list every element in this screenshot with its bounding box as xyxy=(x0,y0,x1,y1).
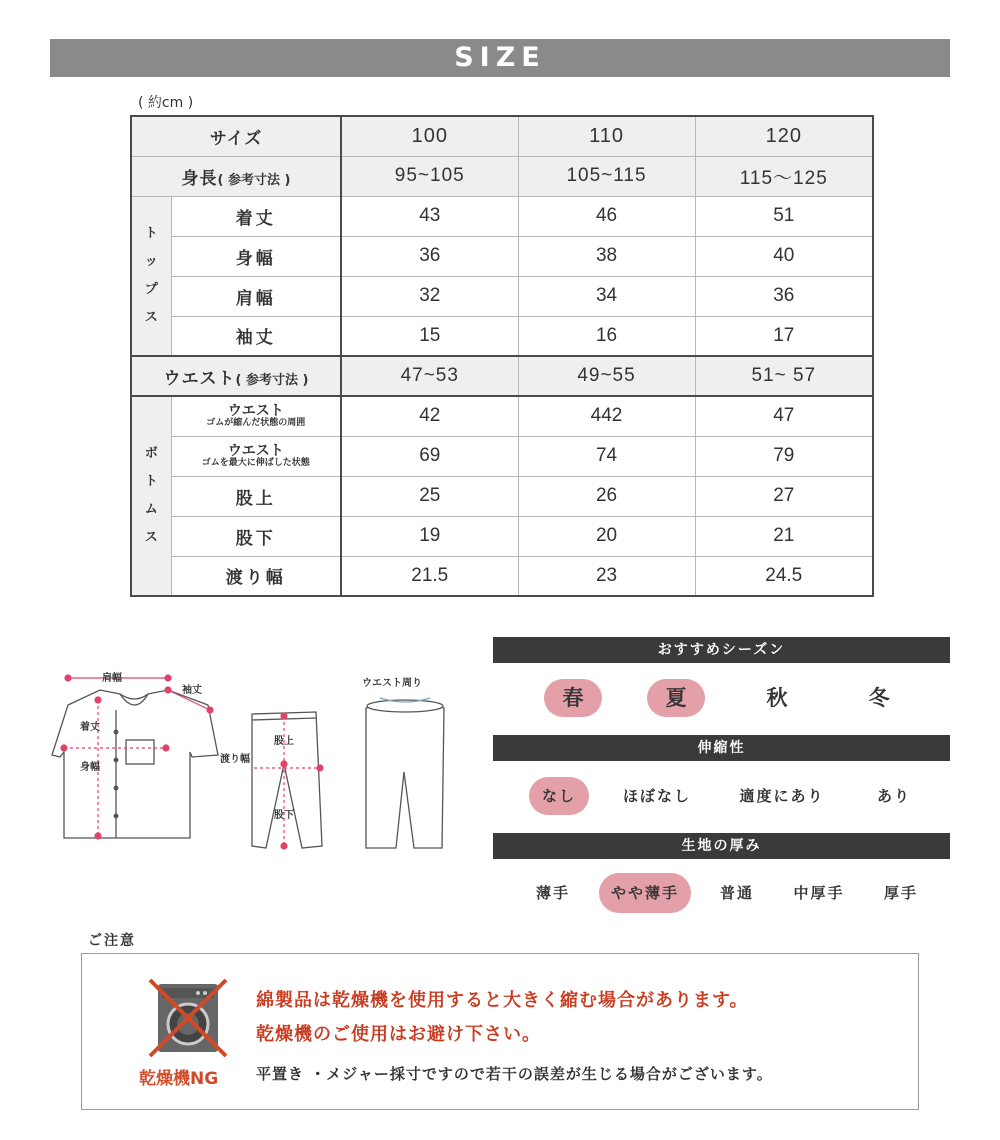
size-header: サイズ xyxy=(131,116,341,156)
notice-title: ご注意 xyxy=(88,933,136,949)
table-row xyxy=(131,476,873,516)
size-100: 100 xyxy=(341,116,518,156)
table-cell: 25 xyxy=(341,476,518,516)
table-row xyxy=(131,276,873,316)
table-cell: 79 xyxy=(695,436,873,476)
table-cell: 17 xyxy=(695,316,873,356)
table-cell: 32 xyxy=(341,276,518,316)
table-cell: 69 xyxy=(341,436,518,476)
ref-note: ( 参考寸法 ) xyxy=(217,172,291,188)
thickness-normal: 普通 xyxy=(719,884,754,902)
measurement-note: 平置き ・メジャー採寸ですので若干の誤差が生じる場合がございます。 xyxy=(256,1065,773,1083)
table-cell: 47~53 xyxy=(341,356,518,396)
table-row xyxy=(131,316,873,356)
dryer-ng-icon xyxy=(148,978,228,1058)
table-cell: 43 xyxy=(341,196,518,236)
table-row xyxy=(131,396,873,436)
stretch-bar: 伸縮性 xyxy=(493,735,950,761)
row-label: 肩幅 xyxy=(171,276,341,316)
thickness-slightly-thin: やや薄手 xyxy=(599,873,691,913)
table-row xyxy=(131,236,873,276)
stretch-yes: あり xyxy=(876,787,911,805)
table-cell: 74 xyxy=(518,436,695,476)
table-row xyxy=(131,556,873,596)
row-label: 着丈 xyxy=(171,196,341,236)
height-header xyxy=(131,156,341,196)
table-cell: 34 xyxy=(518,276,695,316)
waist-label: ウエスト xyxy=(163,368,236,389)
table-row xyxy=(131,156,873,196)
row-label: 股下 xyxy=(171,516,341,556)
row-label: 身幅 xyxy=(171,236,341,276)
table-cell: 105~115 xyxy=(518,156,695,196)
table-row xyxy=(131,116,873,156)
table-cell: 47 xyxy=(695,396,873,436)
table-row xyxy=(131,196,873,236)
bottoms-group-label: ボ ト ム ス xyxy=(131,396,171,596)
table-cell: 21.5 xyxy=(341,556,518,596)
row-label: 股上 xyxy=(171,476,341,516)
season-spring: 春 xyxy=(544,679,602,717)
label-rise: 股上 xyxy=(274,736,294,747)
dryer-ng-label: 乾燥機NG xyxy=(139,1069,219,1089)
table-cell: 51 xyxy=(695,196,873,236)
label-inseam: 股下 xyxy=(274,810,294,821)
table-cell: 27 xyxy=(695,476,873,516)
table-row xyxy=(131,356,873,396)
row-label: ウエスト ゴムが縮んだ状態の周囲 xyxy=(171,396,341,436)
size-banner: SIZE xyxy=(50,39,950,77)
table-cell: 40 xyxy=(695,236,873,276)
label-body-width: 身幅 xyxy=(80,762,100,773)
warning-line-1: 綿製品は乾燥機を使用すると大きく縮む場合があります。 xyxy=(256,990,749,1011)
label-length: 着丈 xyxy=(80,722,100,733)
table-cell: 51~ 57 xyxy=(695,356,873,396)
table-cell: 20 xyxy=(518,516,695,556)
season-options xyxy=(493,679,950,719)
table-cell: 49~55 xyxy=(518,356,695,396)
thickness-thick: 厚手 xyxy=(883,884,918,902)
table-cell: 23 xyxy=(518,556,695,596)
ref-note: ( 参考寸法 ) xyxy=(235,372,309,388)
waist-header xyxy=(131,356,341,396)
warning-line-2: 乾燥機のご使用はお避け下さい。 xyxy=(256,1024,541,1045)
table-cell: 16 xyxy=(518,316,695,356)
table-cell: 21 xyxy=(695,516,873,556)
stretch-none: なし xyxy=(529,777,589,815)
season-winter: 冬 xyxy=(868,686,890,710)
row-label: 袖丈 xyxy=(171,316,341,356)
label-thigh: 渡り幅 xyxy=(220,754,250,765)
tops-group-label: ト ッ プ ス xyxy=(131,196,171,356)
table-cell: 38 xyxy=(518,236,695,276)
table-cell: 24.5 xyxy=(695,556,873,596)
table-cell: 95~105 xyxy=(341,156,518,196)
thickness-options xyxy=(493,873,950,915)
stretch-moderate: 適度にあり xyxy=(739,787,825,805)
size-120: 120 xyxy=(695,116,873,156)
shirt-illustration xyxy=(52,690,218,838)
table-cell: 19 xyxy=(341,516,518,556)
pants-side-illustration xyxy=(252,712,322,848)
table-cell: 26 xyxy=(518,476,695,516)
thickness-thin: 薄手 xyxy=(535,884,570,902)
height-label: 身長 xyxy=(181,168,218,189)
label-sleeve: 袖丈 xyxy=(182,685,202,696)
table-cell: 46 xyxy=(518,196,695,236)
table-cell: 36 xyxy=(695,276,873,316)
table-cell: 36 xyxy=(341,236,518,276)
row-label: ウエスト ゴムを最大に伸ばした状態 xyxy=(171,436,341,476)
stretch-options xyxy=(493,777,950,817)
stretch-almost-none: ほぼなし xyxy=(622,787,691,805)
label-waist-around: ウエスト周り xyxy=(362,678,422,689)
size-110: 110 xyxy=(518,116,695,156)
season-bar: おすすめシーズン xyxy=(493,637,950,663)
table-cell: 115～125 xyxy=(695,156,873,196)
table-row xyxy=(131,516,873,556)
thickness-bar: 生地の厚み xyxy=(493,833,950,859)
unit-note: ( 約cm ) xyxy=(138,95,194,111)
pants-front-illustration xyxy=(366,700,444,848)
row-label: 渡り幅 xyxy=(171,556,341,596)
table-cell: 42 xyxy=(341,396,518,436)
table-cell: 442 xyxy=(518,396,695,436)
label-shoulder: 肩幅 xyxy=(102,673,122,684)
table-cell: 15 xyxy=(341,316,518,356)
season-summer: 夏 xyxy=(647,679,705,717)
thickness-medium-thick: 中厚手 xyxy=(793,884,845,902)
size-table xyxy=(130,115,874,597)
season-autumn: 秋 xyxy=(766,686,788,710)
measurement-diagram xyxy=(40,660,480,860)
table-row xyxy=(131,436,873,476)
